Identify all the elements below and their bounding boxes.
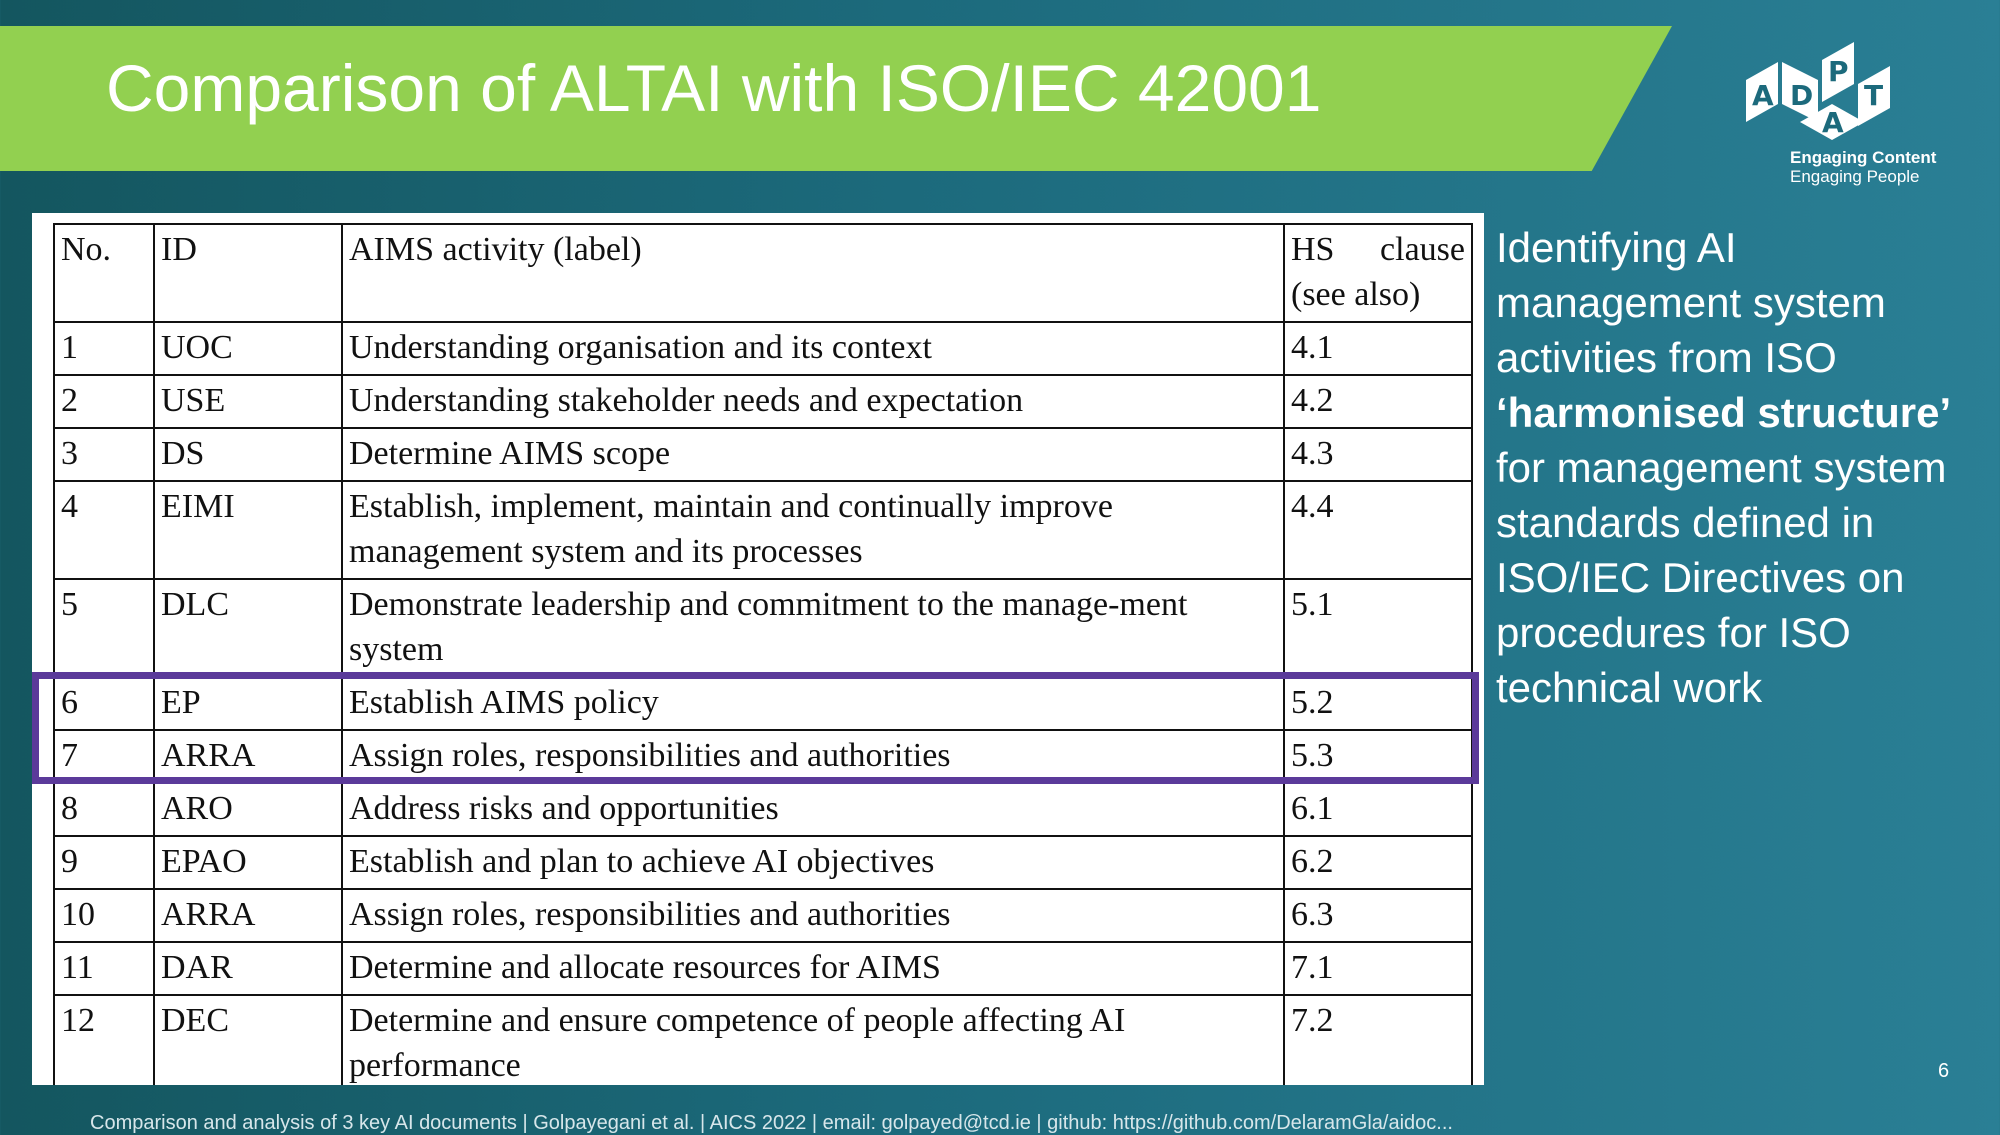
row-activity: Understanding stakeholder needs and expectation [342,375,1284,428]
row-no: 8 [54,783,154,836]
row-activity: Assign roles, responsibilities and authorities [342,889,1284,942]
table-row [54,322,1472,375]
side-text-part2: for management system standards defined in ISO/IEC Directives on procedures for ISO technical work [1496,444,1947,711]
row-id: USE [154,375,342,428]
header-see-also: (see also) [1291,276,1421,313]
row-activity: Determine and ensure competence of people affecting AI performance [342,995,1284,1085]
row-activity: Understanding organisation and its context [342,322,1284,375]
row-activity: Assign roles, responsibilities and authorities [342,730,1284,783]
row-no: 3 [54,428,154,481]
row-id: EP [154,677,342,730]
table-row [54,481,1472,579]
row-clause: 5.1 [1284,579,1472,677]
row-no: 1 [54,322,154,375]
row-id: ARRA [154,889,342,942]
row-no: 6 [54,677,154,730]
logo-letter-a2: A [1822,106,1844,139]
row-clause: 5.2 [1284,677,1472,730]
table-row [54,730,1472,783]
table-row [54,942,1472,995]
row-no: 5 [54,579,154,677]
table-row [54,889,1472,942]
slide-number: 6 [1938,1060,1950,1082]
aims-activity-table [53,223,1473,1085]
row-no: 12 [54,995,154,1085]
table-row [54,677,1472,730]
row-activity: Determine and allocate resources for AIMS [342,942,1284,995]
table-row [54,428,1472,481]
row-clause: 7.2 [1284,995,1472,1085]
row-activity: Demonstrate leadership and commitment to the manage-ment system [342,579,1284,677]
table-row [54,995,1472,1085]
table-row [54,375,1472,428]
row-activity: Establish AIMS policy [342,677,1284,730]
row-no: 4 [54,481,154,579]
header-activity: AIMS activity (label) [342,224,1284,322]
row-activity: Address risks and opportunities [342,783,1284,836]
row-activity: Determine AIMS scope [342,428,1284,481]
row-clause: 7.1 [1284,942,1472,995]
row-clause: 4.2 [1284,375,1472,428]
row-clause: 6.2 [1284,836,1472,889]
logo-tagline-2: Engaging People [1790,167,1920,186]
row-id: ARO [154,783,342,836]
row-id: DEC [154,995,342,1085]
row-id: EIMI [154,481,342,579]
row-activity: Establish, implement, maintain and continually improve management system and its processes [342,481,1284,579]
slide-title: Comparison of ALTAI with ISO/IEC 42001 [106,51,1322,125]
row-clause: 4.1 [1284,322,1472,375]
header-hs: HS [1291,231,1335,268]
row-no: 10 [54,889,154,942]
header-no: No. [54,224,154,322]
side-description [1496,220,1976,715]
table-row [54,836,1472,889]
logo-letter-p: P [1828,55,1849,88]
row-clause: 6.3 [1284,889,1472,942]
table-image [32,213,1484,1085]
header-clause: clause [1380,231,1465,268]
row-activity: Establish and plan to achieve AI objectives [342,836,1284,889]
row-id: DS [154,428,342,481]
row-clause: 4.4 [1284,481,1472,579]
row-no: 7 [54,730,154,783]
row-clause: 5.3 [1284,730,1472,783]
side-text-part1: Identifying AI management system activities from ISO [1496,224,1886,381]
row-no: 9 [54,836,154,889]
table-row [54,579,1472,677]
row-id: DAR [154,942,342,995]
row-id: DLC [154,579,342,677]
logo-letter-t: T [1864,79,1884,112]
logo-letter-d: D [1790,79,1814,112]
logo-letter-a: A [1752,79,1774,112]
header-hs-clause [1284,224,1472,322]
logo-tagline-1: Engaging Content [1790,148,1937,167]
table-header-row [54,224,1472,322]
row-clause: 4.3 [1284,428,1472,481]
row-no: 11 [54,942,154,995]
row-no: 2 [54,375,154,428]
row-clause: 6.1 [1284,783,1472,836]
side-text-bold: ‘harmonised structure’ [1496,389,1952,436]
header-id: ID [154,224,342,322]
table-row [54,783,1472,836]
row-id: UOC [154,322,342,375]
row-id: EPAO [154,836,342,889]
row-id: ARRA [154,730,342,783]
slide-footer: Comparison and analysis of 3 key AI documents | Golpayegani et al. | AICS 2022 | email: golpayed@tcd.ie | github: https://github.com/DelaramGla/aidoc... [90,1112,1453,1134]
